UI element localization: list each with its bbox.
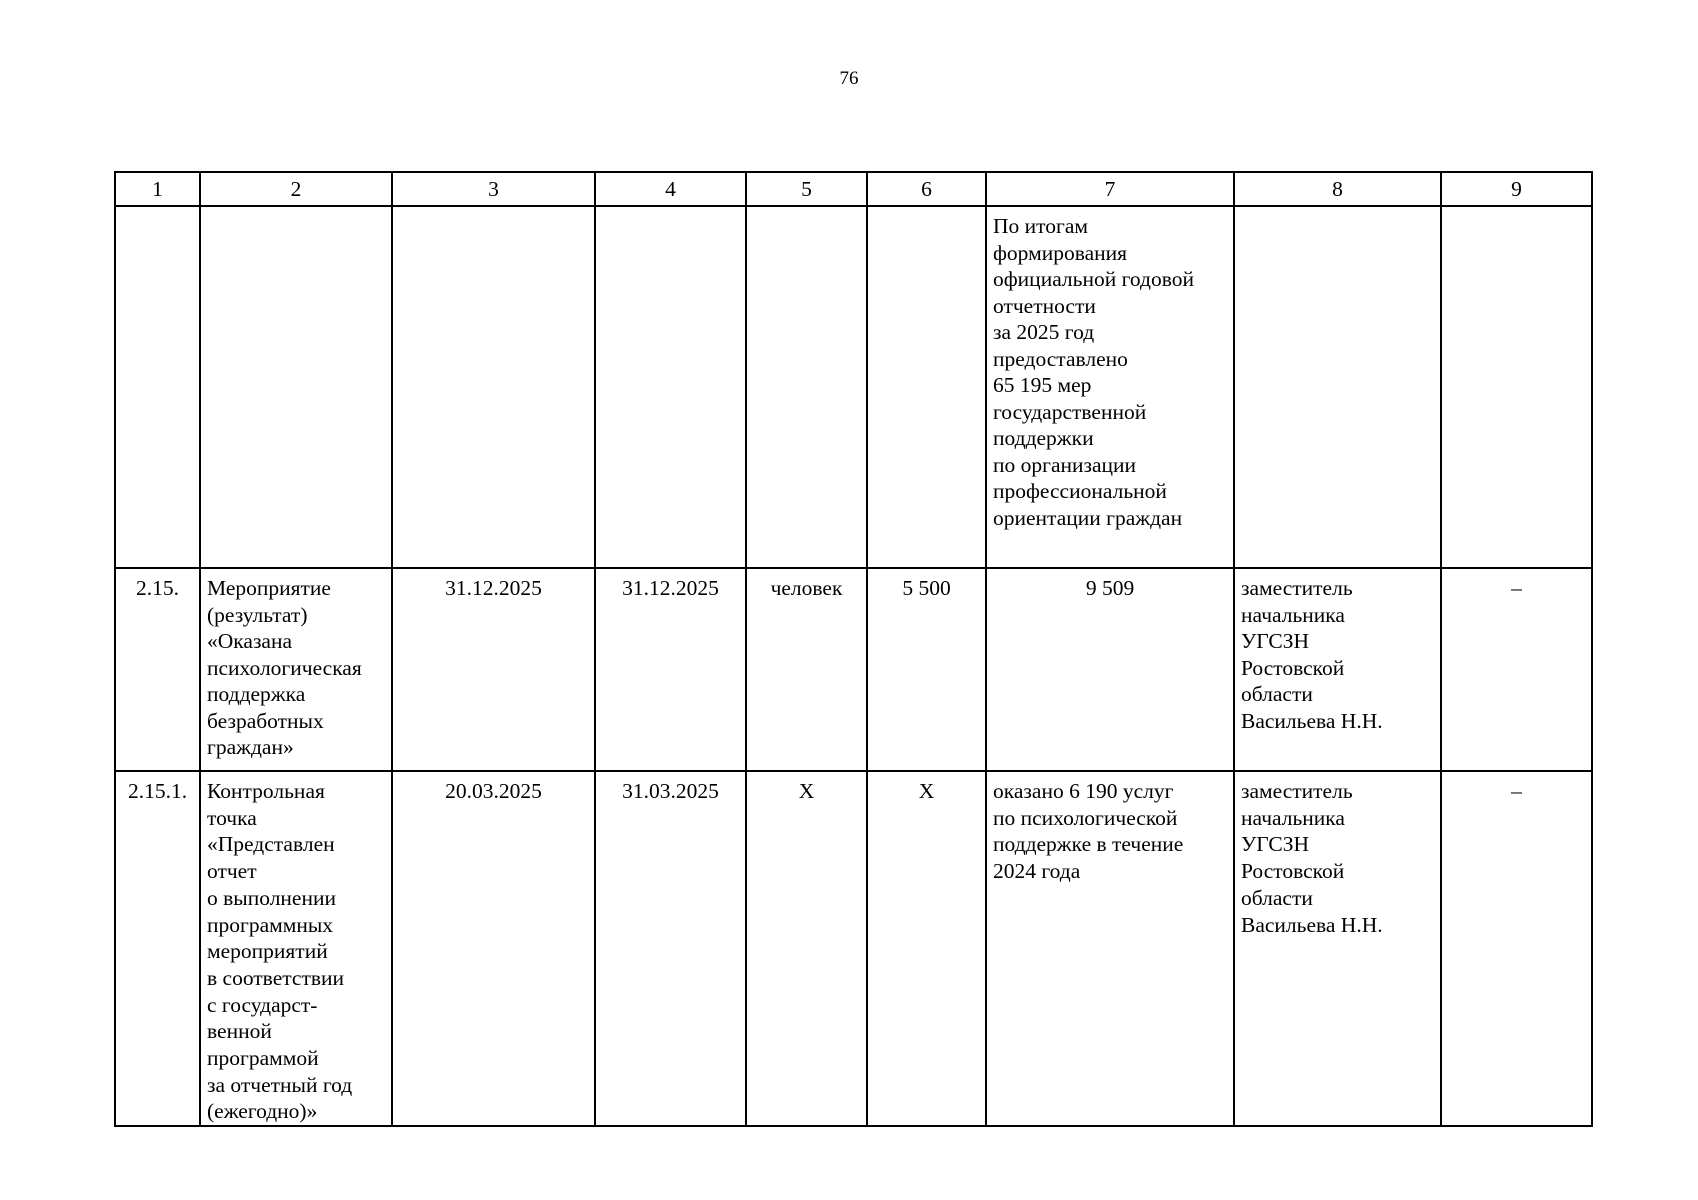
- header-cell: 6: [867, 172, 986, 206]
- unit-cell: [746, 206, 867, 568]
- table-row: [115, 568, 1592, 771]
- cell-text-line: По итогам: [993, 214, 1088, 238]
- cell-text-line: мероприятий: [207, 939, 328, 964]
- cell-text-line: (результат): [207, 602, 308, 627]
- header-cell: 8: [1234, 172, 1441, 206]
- unit-cell: Х: [746, 771, 867, 1126]
- cell-text-line: 65 195 мер: [993, 373, 1092, 397]
- cell-text-line: области: [1241, 682, 1313, 706]
- actual-date-cell: 31.03.2025: [595, 771, 746, 1126]
- cell-text-line: «Оказана: [207, 629, 293, 653]
- cell-text-line: безработных: [207, 708, 324, 733]
- planned-value-cell: [867, 206, 986, 568]
- cell-text-line: за отчетный год: [207, 1072, 353, 1097]
- result-cell: [986, 771, 1234, 1126]
- cell-text-line: поддержка: [207, 682, 306, 706]
- table-row: [115, 206, 1592, 568]
- responsible-cell: [1234, 771, 1441, 1126]
- cell-text-line: области: [1241, 885, 1313, 910]
- cell-text-line: граждан»: [207, 735, 294, 759]
- responsible-cell: [1234, 568, 1441, 771]
- cell-text-line: Васильева Н.Н.: [1241, 708, 1383, 733]
- cell-text-line: Мероприятие: [207, 576, 331, 600]
- planned-date-cell: 31.12.2025: [392, 568, 595, 771]
- header-cell: 4: [595, 172, 746, 206]
- page-number: 76: [839, 68, 859, 89]
- cell-text-line: за 2025 год: [993, 320, 1095, 344]
- event-name-cell: [200, 568, 392, 771]
- cell-text-line: по организации: [993, 452, 1137, 477]
- responsible-cell: [1234, 206, 1441, 568]
- report-table: [114, 171, 1593, 1127]
- cell-text-line: ориентации граждан: [993, 505, 1183, 530]
- cell-text-line: профессиональной: [993, 479, 1167, 503]
- cell-text-line: о выполнении: [207, 885, 336, 910]
- cell-text-line: программных: [207, 912, 334, 937]
- cell-text-line: государственной: [993, 399, 1147, 424]
- cell-text-line: предоставлено: [993, 346, 1128, 371]
- header-cell: 9: [1441, 172, 1592, 206]
- row-number-cell: 2.15.: [115, 568, 200, 771]
- cell-text-line: «Представлен: [207, 832, 335, 857]
- cell-text-line: начальника: [1241, 602, 1345, 627]
- cell-text-line: отчетности: [993, 293, 1096, 318]
- row-number-cell: [115, 206, 200, 568]
- planned-date-cell: [392, 206, 595, 568]
- cell-text-line: поддержки: [993, 426, 1094, 450]
- row-number-cell: 2.15.1.: [115, 771, 200, 1126]
- cell-text-line: Ростовской: [1241, 859, 1345, 884]
- cell-text-line: УГСЗН: [1241, 832, 1310, 857]
- cell-text-line: (ежегодно)»: [207, 1099, 318, 1124]
- cell-text-line: заместитель: [1241, 779, 1353, 803]
- cell-text-line: УГСЗН: [1241, 629, 1310, 653]
- table-row: [115, 771, 1592, 1126]
- result-cell: [986, 206, 1234, 568]
- cell-text-line: формирования: [993, 240, 1128, 265]
- cell-text-line: официальной годовой: [993, 267, 1194, 291]
- note-cell: –: [1441, 771, 1592, 1126]
- header-cell: 2: [200, 172, 392, 206]
- header-cell: 7: [986, 172, 1234, 206]
- actual-date-cell: 31.12.2025: [595, 568, 746, 771]
- planned-value-cell: Х: [867, 771, 986, 1126]
- cell-text-line: Ростовской: [1241, 655, 1345, 680]
- cell-text-line: Васильева Н.Н.: [1241, 912, 1383, 937]
- cell-text-line: по психологической: [993, 805, 1178, 830]
- event-name-cell: [200, 206, 392, 568]
- header-cell: 3: [392, 172, 595, 206]
- note-cell: –: [1441, 568, 1592, 771]
- cell-text-line: с государст-: [207, 992, 318, 1017]
- actual-date-cell: [595, 206, 746, 568]
- cell-text-line: оказано 6 190 услуг: [993, 779, 1174, 803]
- note-cell: [1441, 206, 1592, 568]
- cell-text-line: точка: [207, 805, 257, 830]
- cell-text-line: венной: [207, 1019, 272, 1044]
- header-cell: 1: [115, 172, 200, 206]
- cell-text-line: программой: [207, 1046, 319, 1071]
- cell-text-line: 9 509: [1085, 576, 1135, 600]
- cell-text-line: Контрольная: [207, 779, 325, 803]
- cell-text-line: отчет: [207, 859, 257, 884]
- cell-text-line: в соответствии: [207, 965, 345, 990]
- unit-cell: человек: [746, 568, 867, 771]
- planned-date-cell: 20.03.2025: [392, 771, 595, 1126]
- cell-text-line: начальника: [1241, 805, 1345, 830]
- planned-value-cell: 5 500: [867, 568, 986, 771]
- cell-text-line: психологическая: [207, 655, 362, 680]
- event-name-cell: [200, 771, 392, 1126]
- cell-text-line: заместитель: [1241, 576, 1353, 600]
- header-cell: 5: [746, 172, 867, 206]
- table-header-row: [115, 172, 1592, 206]
- cell-text-line: поддержке в течение: [993, 832, 1184, 857]
- cell-text-line: 2024 года: [993, 859, 1081, 884]
- result-cell: [986, 568, 1234, 771]
